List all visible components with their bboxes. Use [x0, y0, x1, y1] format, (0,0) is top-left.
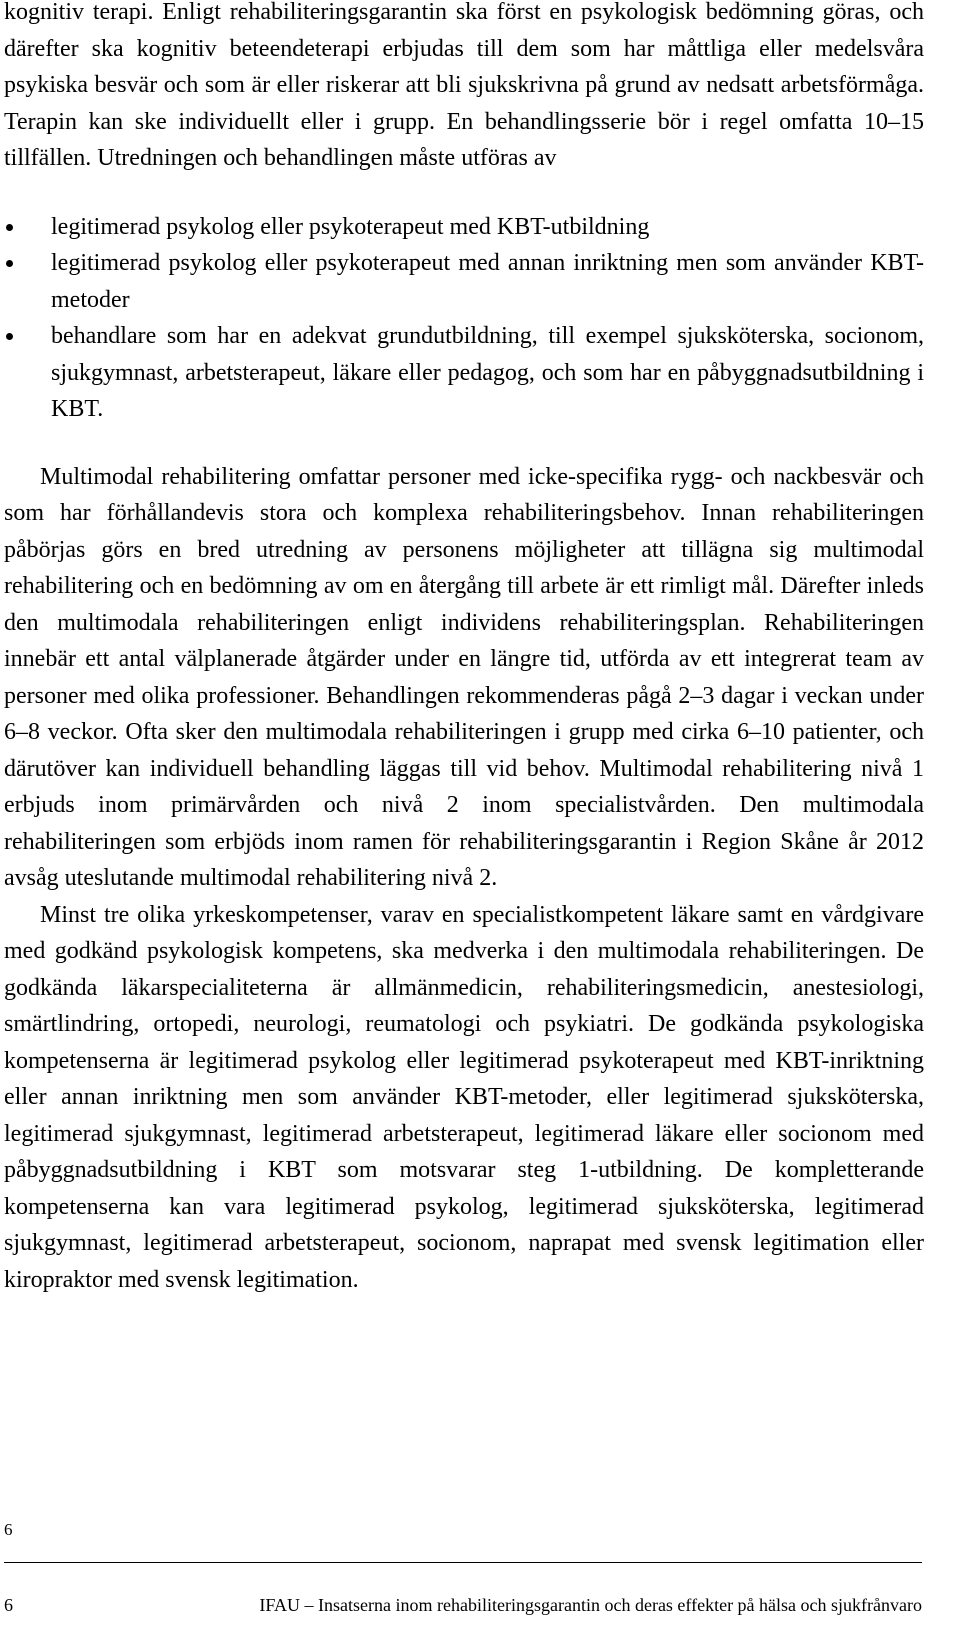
list-item	[4, 245, 924, 318]
bullet-icon	[6, 260, 13, 267]
footer-divider	[4, 1562, 922, 1563]
paragraph-multimodal: Multimodal rehabilitering omfattar personer med icke-specifika rygg- och nackbesvär och som har förhållandevis stora och komplexa rehabiliteringsbehov. Innan rehabiliteringen påbörjas görs en bred utredning av personens möjligheter att tillägna sig multimodal rehabilitering och en bedömning av om en återgång till arbete är ett rimligt mål. Därefter inleds den multimodala rehabiliteringen enligt individens rehabiliteringsplan. Rehabiliteringen innebär ett antal välplanerade åtgärder under en längre tid, utförda av ett integrerat team av personer med olika professioner. Behandlingen rekommenderas pågå 2–3 dagar i veckan under 6–8 veckor. Ofta sker den multimodala rehabiliteringen i grupp med cirka 6–10 patienter, och därutöver kan individuell behandling läggas till vid behov. Multimodal rehabilitering nivå 1 erbjuds inom primärvården och nivå 2 inom specialistvården. Den multimodala rehabiliteringen som erbjöds inom ramen för rehabiliteringsgarantin i Region Skåne år 2012 avsåg uteslutande multimodal rehabilitering nivå 2.	[4, 463, 924, 891]
footer-title: IFAU – Insatserna inom rehabiliteringsgarantin och deras effekter på hälsa och sjukfrånvaro	[259, 1595, 922, 1615]
bullet-icon	[6, 224, 13, 231]
bullet-icon	[6, 333, 13, 340]
paragraph-intro: kognitiv terapi. Enligt rehabiliteringsgarantin ska först en psykologisk bedömning göras, och därefter ska kognitiv beteendeterapi erbjudas till dem som har måttliga eller medelsvåra psykiska besvär och som är eller riskerar att bli sjukskrivna på grund av nedsatt arbetsförmåga. Terapin kan ske individuellt eller i grupp. En behandlingsserie bör i regel omfatta 10–15 tillfällen. Utredningen och behandlingen måste utföras av	[4, 0, 924, 171]
document-page	[4, 0, 924, 1298]
paragraph-competences: Minst tre olika yrkeskompetenser, varav en specialistkompetent läkare samt en vårdgivare med godkänd psykologisk kompetens, ska medverka i den multimodala rehabiliteringen. De godkända läkarspecialiteterna är allmänmedicin, rehabiliteringsmedicin, anestesiologi, smärtlindring, ortopedi, neurologi, reumatologi och psykiatri. De godkända psykologiska kompetenserna är legitimerad psykolog eller legitimerad psykoterapeut med KBT-inriktning eller annan inriktning men som använder KBT-metoder, eller legitimerad sjuksköterska, legitimerad sjukgymnast, legitimerad arbetsterapeut, legitimerad läkare eller socionom med påbyggnadsutbildning i KBT som motsvarar steg 1-utbildning. De kompletterande kompetenserna kan vara legitimerad psykolog, legitimerad sjuksköterska, legitimerad sjukgymnast, legitimerad arbetsterapeut, socionom, naprapat med svensk legitimation eller kiropraktor med svensk legitimation.	[4, 901, 924, 1293]
list-item-text: legitimerad psykolog eller psykoterapeut med annan inriktning men som använder KBT-metoder	[51, 250, 924, 313]
list-item	[4, 318, 924, 428]
page-number-top: 6	[4, 1520, 13, 1539]
list-item-text: behandlare som har en adekvat grundutbildning, till exempel sjuksköterska, socionom, sjukgymnast, arbetsterapeut, läkare eller pedagog, och som har en påbyggnadsutbildning i KBT.	[51, 323, 924, 422]
footer-page-number: 6	[4, 1595, 13, 1615]
list-item	[4, 209, 924, 246]
bullet-list	[4, 209, 924, 428]
list-item-text: legitimerad psykolog eller psykoterapeut med KBT-utbildning	[51, 213, 650, 240]
